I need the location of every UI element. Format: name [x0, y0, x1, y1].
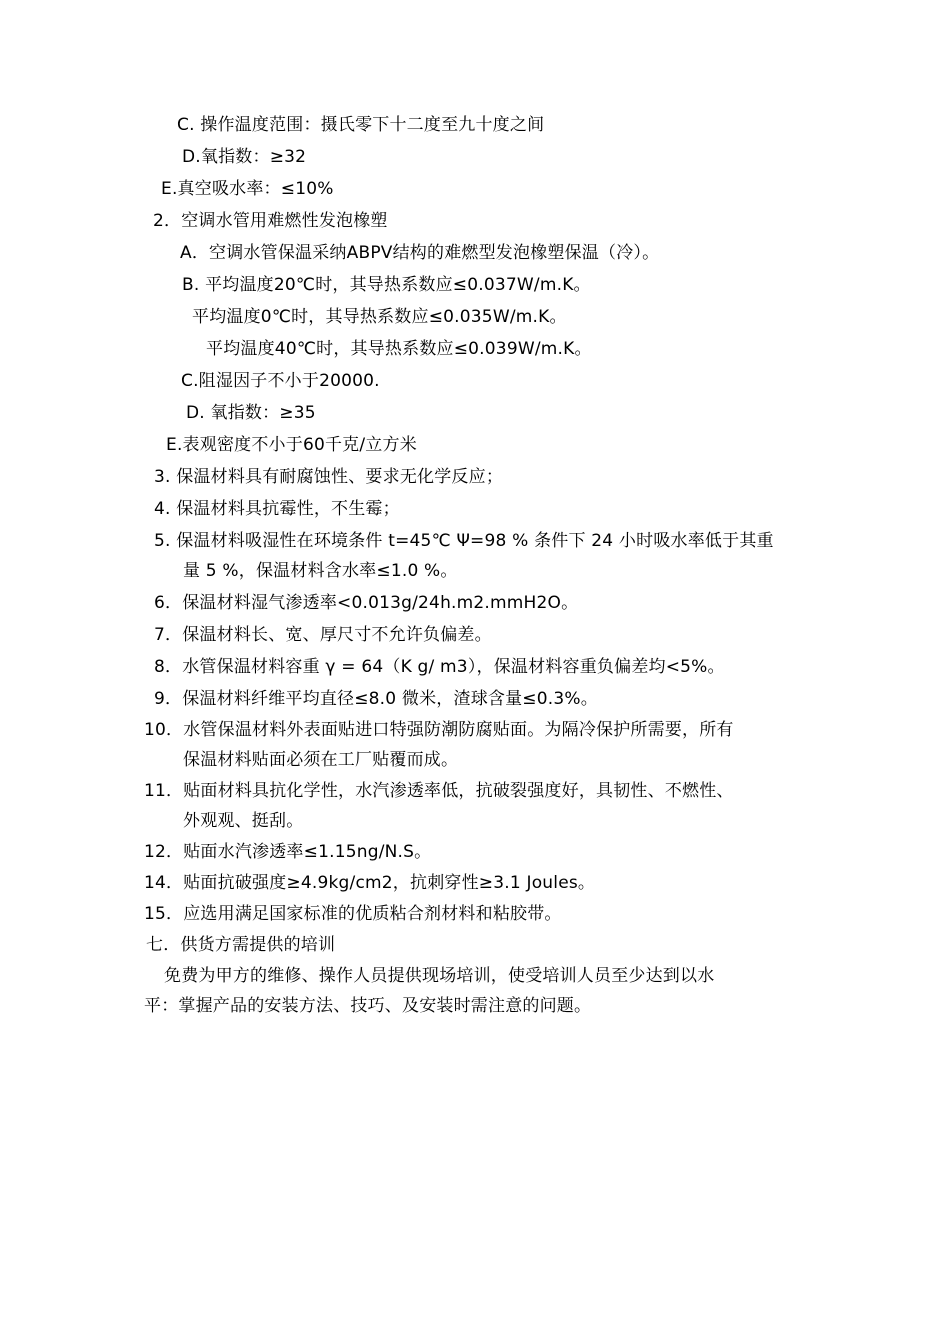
spec-line-facing-vapor: 12．贴面水汽渗透率≤1.15ng/N.S。 — [144, 842, 432, 862]
spec-line-density: E.表观密度不小于60千克/立方米 — [166, 435, 417, 455]
spec-line-moisture-factor: C.阻湿因子不小于20000. — [181, 371, 380, 391]
spec-line-hygroscopicity: 5. 保温材料吸湿性在环境条件 t=45℃ Ψ=98 % 条件下 24 小时吸水率低于其重 — [154, 531, 774, 551]
section-heading-training: 七．供货方需提供的培训 — [146, 935, 336, 955]
section-heading-rubber-foam: 2．空调水管用难燃性发泡橡塑 — [153, 211, 388, 231]
paragraph-training: 免费为甲方的维修、操作人员提供现场培训，使受培训人员至少达到以水 — [164, 966, 715, 986]
spec-line-facing-strength: 14．贴面抗破强度≥4.9kg/cm2，抗刺穿性≥3.1 Joules。 — [144, 873, 596, 893]
spec-line-bulk-density: 8．水管保温材料容重 γ = 64（K g/ m3），保温材料容重负偏差均<5%。 — [154, 657, 725, 677]
spec-line-oxygen-index-2: D. 氧指数：≥35 — [186, 403, 316, 423]
spec-line-dimensions: 7．保温材料长、宽、厚尺寸不允许负偏差。 — [154, 625, 492, 645]
spec-line-conductivity-0: 平均温度0℃时，其导热系数应≤0.035W/m.K。 — [192, 307, 567, 327]
spec-line-mildew: 4. 保温材料具抗霉性，不生霉； — [154, 499, 400, 519]
spec-line-operating-temp: C. 操作温度范围：摄氏零下十二度至九十度之间 — [177, 115, 545, 135]
spec-line-facing: 10．水管保温材料外表面贴进口特强防潮防腐贴面。为隔冷保护所需要，所有 — [144, 720, 734, 740]
spec-line-abpv: A．空调水管保温采纳ABPV结构的难燃型发泡橡塑保温（冷）。 — [180, 243, 660, 263]
spec-line-hygroscopicity-cont: 量 5 %，保温材料含水率≤1.0 %。 — [183, 561, 458, 581]
paragraph-training-cont: 平：掌握产品的安装方法、技巧、及安装时需注意的问题。 — [144, 996, 592, 1016]
spec-line-conductivity-20: B. 平均温度20℃时，其导热系数应≤0.037W/m.K。 — [182, 275, 591, 295]
spec-line-fiber-diameter: 9．保温材料纤维平均直径≤8.0 微米，渣球含量≤0.3%。 — [154, 689, 598, 709]
spec-line-vapor-permeability: 6．保温材料湿气渗透率<0.013g/24h.m2.mmH2O。 — [154, 593, 579, 613]
spec-line-oxygen-index-1: D.氧指数：≥32 — [182, 147, 307, 167]
spec-line-facing-cont: 保温材料贴面必须在工厂贴覆而成。 — [183, 750, 459, 770]
spec-line-vacuum-absorption: E.真空吸水率：≤10% — [161, 179, 334, 199]
spec-line-corrosion: 3. 保温材料具有耐腐蚀性、要求无化学反应； — [154, 467, 504, 487]
spec-line-conductivity-40: 平均温度40℃时，其导热系数应≤0.039W/m.K。 — [206, 339, 592, 359]
spec-line-adhesive: 15．应选用满足国家标准的优质粘合剂材料和粘胶带。 — [144, 904, 562, 924]
spec-line-facing-material: 11．贴面材料具抗化学性，水汽渗透率低，抗破裂强度好，具韧性、不燃性、 — [144, 781, 734, 801]
spec-line-facing-material-cont: 外观观、挺刮。 — [183, 811, 304, 831]
